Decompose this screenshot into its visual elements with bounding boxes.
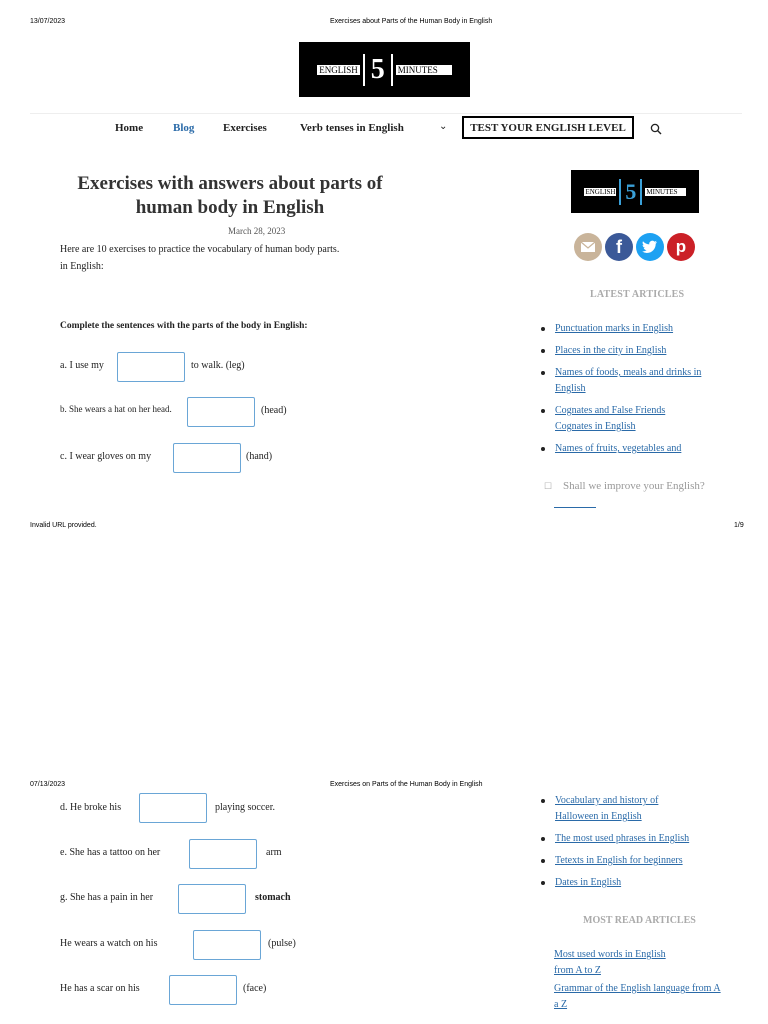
exercise-scar-text: He has a scar on his (60, 983, 140, 994)
latest-article-link[interactable]: Punctuation marks in English (541, 321, 716, 337)
exercise-e-input[interactable] (189, 839, 257, 869)
nav-blog[interactable]: Blog (173, 122, 195, 134)
exercise-d-hint: playing soccer. (215, 802, 275, 813)
exercise-e-text: e. She has a tattoo on her (60, 847, 161, 858)
most-read-link[interactable]: Grammar of the English language from A a Z (554, 983, 721, 1010)
exercise-c-hint: (hand) (246, 451, 273, 462)
link-underline (554, 507, 596, 508)
sidebar-logo-word-left: ENGLISH (585, 187, 616, 196)
logo-word-left: ENGLISH (316, 64, 361, 76)
exercise-watch-hint: (pulse) (268, 938, 296, 949)
latest-article-link[interactable]: Vocabulary and history of Halloween in English (541, 793, 685, 825)
article-intro (60, 241, 339, 275)
exercise-g-text: g. She has a pain in her (60, 892, 154, 903)
article-title (40, 172, 420, 220)
exercise-c-input[interactable] (173, 443, 241, 473)
facebook-share-icon[interactable]: f (605, 233, 633, 261)
sidebar-logo[interactable] (571, 170, 699, 213)
latest-articles-heading: LATEST ARTICLES (590, 289, 685, 300)
exercise-e-hint: arm (266, 847, 282, 858)
chevron-down-icon[interactable]: ⌄ (439, 121, 448, 132)
print-date: 13/07/2023 (30, 18, 66, 25)
latest-article-link[interactable]: Names of foods, meals and drinks in English (541, 365, 705, 397)
latest-article-link[interactable]: Tetexts in English for beginners (541, 853, 701, 869)
most-read-link[interactable]: Most used words in English from A to Z (554, 949, 666, 976)
header-divider (30, 113, 742, 114)
exercise-c-text: c. I wear gloves on my (60, 451, 152, 462)
exercise-a-hint: to walk. (leg) (191, 360, 245, 371)
exercise-scar-hint: (face) (243, 983, 267, 994)
exercise-watch-text: He wears a watch on his (60, 938, 158, 949)
test-level-button[interactable]: TEST YOUR ENGLISH LEVEL (462, 116, 634, 139)
exercise-d-input[interactable] (139, 793, 207, 823)
most-read-list (554, 947, 722, 1013)
exercise-g-hint: stomach (255, 892, 291, 903)
logo-word-right: MINUTES (395, 64, 453, 76)
exercise-g-input[interactable] (178, 884, 246, 914)
email-share-icon[interactable] (574, 233, 602, 261)
nav-verb-tenses[interactable]: Verb tenses in English (300, 122, 404, 134)
intro-line2: in English: (60, 261, 104, 272)
latest-articles-list (541, 321, 716, 457)
site-logo[interactable] (299, 42, 470, 97)
search-icon[interactable] (650, 122, 662, 140)
improve-english-link[interactable]: Shall we improve your English? (563, 480, 705, 492)
exercise-scar-input[interactable] (169, 975, 237, 1005)
twitter-share-icon[interactable] (636, 233, 664, 261)
sidebar-logo-word-right: MINUTES (644, 187, 686, 197)
latest-article-link[interactable]: Places in the city in English (541, 343, 716, 359)
exercise-a-input[interactable] (117, 352, 185, 382)
latest-article-link[interactable]: Names of fruits, vegetables and (541, 441, 716, 457)
print-title: Exercises about Parts of the Human Body in English (330, 18, 493, 25)
print-title-2: Exercises on Parts of the Human Body in English (330, 781, 483, 788)
latest-articles-list-2 (541, 793, 701, 891)
exercise-instruction: Complete the sentences with the parts of the body in English: (60, 321, 308, 331)
most-read-heading: MOST READ ARTICLES (583, 915, 696, 926)
chat-icon[interactable]: ☐ (544, 481, 553, 491)
exercise-watch-input[interactable] (193, 930, 261, 960)
article-title-line2: human body in English (135, 197, 325, 218)
logo-number: 5 (363, 54, 393, 86)
exercise-a-text: a. I use my (60, 360, 104, 371)
pinterest-share-icon[interactable]: p (667, 233, 695, 261)
latest-article-link[interactable]: Cognates and False Friends Cognates in English (541, 403, 695, 435)
print-page-number: 1/9 (734, 522, 744, 529)
exercise-d-text: d. He broke his (60, 802, 122, 813)
nav-home[interactable]: Home (115, 122, 144, 134)
print-date-2: 07/13/2023 (30, 781, 66, 788)
intro-line1: Here are 10 exercises to practice the vocabulary of human body parts. (60, 244, 340, 255)
latest-article-link[interactable]: The most used phrases in English (541, 831, 701, 847)
exercise-b-hint: (head) (261, 405, 287, 416)
exercise-b-text: b. She wears a hat on her head. (60, 404, 172, 414)
article-date: March 28, 2023 (228, 226, 286, 236)
nav-exercises[interactable]: Exercises (223, 122, 267, 134)
article-title-line1: Exercises with answers about parts of (77, 173, 383, 194)
latest-article-link[interactable]: Dates in English (541, 875, 701, 891)
sidebar-logo-number: 5 (619, 179, 642, 205)
print-footer-url: Invalid URL provided. (30, 522, 97, 529)
exercise-b-input[interactable] (187, 397, 255, 427)
